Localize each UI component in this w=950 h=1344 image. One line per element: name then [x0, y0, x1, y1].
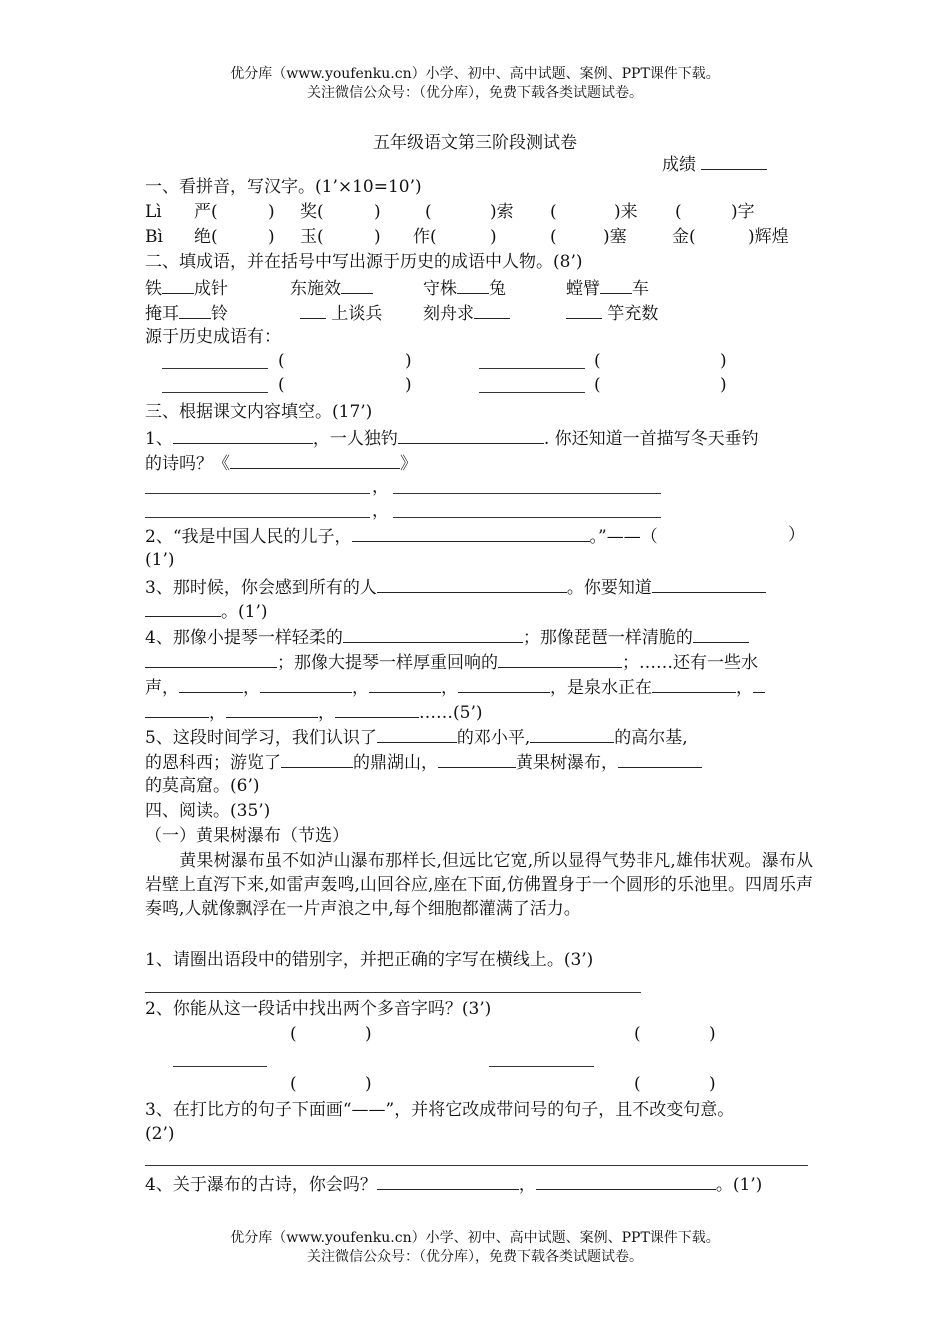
q-text: 。”——（: [589, 527, 658, 547]
idiom-5-blank[interactable]: [179, 302, 211, 319]
s1-heading: 一、看拼音，写汉字。(1’×10=10’): [145, 177, 422, 197]
s3-heading: 三、根据课文内容填空。(17’): [145, 402, 373, 422]
q-text: 的恩科西；游览了: [145, 753, 281, 773]
q-text: ，: [352, 678, 369, 698]
paren: ): [405, 375, 412, 395]
idiom-2: [290, 277, 373, 299]
pinyin-li: Lì: [145, 202, 162, 222]
fill-blank[interactable]: [753, 676, 765, 693]
fill-blank[interactable]: [377, 726, 457, 743]
blank-10[interactable]: 金(: [672, 227, 696, 247]
score-field: [662, 153, 767, 175]
blank-5-suffix: )字: [731, 202, 755, 222]
blank-2[interactable]: 奖(: [300, 202, 324, 222]
q-text: 的诗吗？《: [145, 454, 230, 474]
answer-blank[interactable]: [162, 392, 268, 393]
s4-q2: 2、你能从这一段话中找出两个多音字吗？(3’): [145, 999, 492, 1019]
idiom-3: [423, 277, 506, 299]
blank-4[interactable]: (: [550, 202, 557, 222]
idiom-7: [423, 302, 510, 324]
poem-title-blank[interactable]: [230, 452, 400, 469]
fill-blank[interactable]: [536, 1173, 716, 1190]
fill-blank[interactable]: [398, 427, 544, 444]
q-text: 的鼎湖山，: [353, 753, 438, 773]
fill-blank[interactable]: [618, 751, 702, 768]
s3-q4: [145, 626, 749, 648]
q-text: 4、那像小提琴一样轻柔的: [145, 628, 343, 648]
comma: ，: [372, 501, 389, 521]
s3-q2-score: (1’): [145, 550, 175, 570]
paren: (: [278, 375, 285, 395]
s3-q3: [145, 576, 766, 598]
s3-q5-line2: [145, 751, 702, 773]
s4-heading: 四、阅读。(35’): [145, 801, 271, 821]
idiom-2-blank[interactable]: [341, 277, 373, 294]
paren: ): [720, 375, 727, 395]
q-text: ；那像大提琴一样厚重回响的: [277, 653, 498, 673]
idiom-8-blank[interactable]: [566, 302, 602, 319]
header-line-1: 优分库（www.youfenku.cn）小学、初中、高中试题、案例、PPT课件下载。: [230, 66, 720, 82]
answer-blank[interactable]: [173, 1066, 267, 1067]
idiom-8-part: 竽充数: [607, 304, 659, 324]
q-text: 黄果树瀑布，: [516, 753, 618, 773]
paren: ): [490, 227, 497, 247]
s2-heading: 二、填成语，并在括号中写出源于历史的成语中人物。(8’): [145, 252, 583, 272]
pinyin-bi: Bì: [145, 227, 163, 247]
q-text: 的邓小平,: [456, 728, 531, 748]
q-text: 2、“我是中国人民的儿子，: [145, 527, 352, 547]
q-text: 3、那时候，你会感到所有的人: [145, 578, 377, 598]
q-text: 1、: [145, 429, 173, 449]
fill-blank[interactable]: [377, 576, 567, 593]
idiom-6: [300, 302, 382, 324]
s3-q3-line2: [145, 600, 267, 622]
q-text: 的高尔基,: [614, 728, 688, 748]
q-text: ，: [243, 678, 260, 698]
blank-3[interactable]: (: [425, 202, 432, 222]
blank-3-suffix: )索: [490, 202, 514, 222]
fill-blank[interactable]: [179, 676, 243, 693]
idiom-4: [566, 277, 649, 299]
s3-q4-line2: [145, 651, 758, 673]
paren: (: [594, 351, 601, 371]
s3-q1: [145, 427, 759, 449]
paren: ): [405, 351, 412, 371]
blank-5[interactable]: (: [675, 202, 682, 222]
answer-line[interactable]: [145, 992, 641, 993]
q-text: . 你还知道一首描写冬天垂钓: [543, 429, 759, 449]
fill-blank[interactable]: [335, 701, 419, 718]
fill-blank[interactable]: [652, 676, 736, 693]
blank-9-suffix: )塞: [603, 227, 627, 247]
q-text: ，: [736, 678, 753, 698]
comma: ，: [372, 477, 389, 497]
paren: ): [374, 202, 381, 222]
s4-sub-heading: （一）黄果树瀑布（节选）: [145, 826, 349, 846]
q-text: ，一人独钓: [312, 429, 398, 449]
q-text: ，: [441, 678, 458, 698]
s3-q4-line3: [145, 676, 765, 698]
fill-blank[interactable]: [226, 701, 318, 718]
fill-blank[interactable]: [145, 600, 221, 617]
idiom-4-part: 车: [632, 279, 649, 299]
paren: ): [365, 1024, 372, 1044]
q-text: ；那像琵琶一样清脆的: [522, 628, 693, 648]
poem-blank[interactable]: [145, 517, 370, 518]
blank-6[interactable]: 绝(: [194, 227, 218, 247]
paren: (: [634, 1024, 641, 1044]
paren: (: [594, 375, 601, 395]
q-text: ……(5’): [419, 703, 483, 723]
idiom-6-blank[interactable]: [300, 302, 326, 319]
paren: ): [720, 351, 727, 371]
blank-1[interactable]: 严(: [194, 202, 218, 222]
q-text: 。(1’): [715, 1175, 763, 1195]
paren: ): [709, 1074, 716, 1094]
paren: ): [365, 1074, 372, 1094]
blank-4-suffix: )来: [614, 202, 638, 222]
reading-passage: 黄果树瀑布虽不如泸山瀑布那样长,但远比它宽,所以显得气势非凡,雄伟状观。瀑布从岩壁上直泻下来,如雷声轰鸣,山回谷应,座在下面,仿佛置身于一个圆形的乐池里。四周乐声奏鸣,人就像飘浮在一片声浪之中,每个细胞都灌满了活力。: [145, 851, 813, 919]
poem-blank[interactable]: [145, 493, 370, 494]
idiom-3-part: 兔: [489, 279, 506, 299]
fill-blank[interactable]: [343, 626, 523, 643]
idiom-5-part: 铃: [211, 304, 228, 324]
idiom-5-part: 掩耳: [145, 304, 179, 324]
fill-blank[interactable]: [145, 651, 277, 668]
idiom-5: [145, 302, 228, 324]
s3-q4-line4: [145, 701, 482, 723]
s3-q1-line2: [145, 452, 417, 474]
paren: ): [709, 1024, 716, 1044]
blank-9[interactable]: (: [550, 227, 557, 247]
s3-q2: [145, 525, 658, 547]
fill-blank[interactable]: [281, 751, 353, 768]
answer-blank[interactable]: [479, 368, 585, 369]
idiom-1: [145, 277, 228, 299]
score-blank[interactable]: [701, 153, 767, 170]
paren: ): [268, 202, 275, 222]
paren: (: [278, 351, 285, 371]
answer-blank[interactable]: [489, 1066, 594, 1067]
idiom-3-blank[interactable]: [457, 277, 489, 294]
s4-q3: 3、在打比方的句子下面画“——”，并将它改成带问号的句子，且不改变句意。: [145, 1100, 735, 1120]
fill-blank[interactable]: [173, 427, 313, 444]
answer-blank[interactable]: [479, 392, 585, 393]
q-text: 。(1’): [221, 602, 268, 622]
fill-blank[interactable]: [145, 701, 209, 718]
s3-q5: [145, 726, 688, 748]
poem-blank[interactable]: [393, 493, 661, 494]
idiom-1-blank[interactable]: [162, 277, 194, 294]
paren: (: [290, 1024, 297, 1044]
idiom-7-blank[interactable]: [474, 302, 510, 319]
answer-blank[interactable]: [162, 368, 268, 369]
s2-source-label: 源于历史成语有：: [145, 327, 281, 347]
fill-blank[interactable]: [438, 751, 516, 768]
idiom-3-part: 守株: [423, 279, 457, 299]
page-title: 五年级语文第三阶段测试卷: [373, 133, 577, 153]
fill-blank[interactable]: [458, 676, 550, 693]
answer-line[interactable]: [145, 1165, 808, 1166]
idiom-4-blank[interactable]: [600, 277, 632, 294]
fill-blank[interactable]: [652, 576, 766, 593]
blank-8[interactable]: 作(: [413, 227, 437, 247]
idiom-2-part: 东施效: [290, 279, 341, 299]
idiom-8: [566, 302, 658, 324]
s4-q3-score: (2’): [145, 1124, 175, 1144]
q-text: ，: [209, 703, 226, 723]
paren: ）: [788, 525, 805, 545]
fill-blank[interactable]: [693, 626, 749, 643]
paren: ): [268, 227, 275, 247]
fill-blank[interactable]: [369, 676, 441, 693]
fill-blank[interactable]: [530, 726, 614, 743]
fill-blank[interactable]: [377, 1173, 519, 1190]
blank-7[interactable]: 玉(: [300, 227, 324, 247]
paren: (: [290, 1074, 297, 1094]
q-text: 声，: [145, 678, 179, 698]
idiom-6-part: 上谈兵: [331, 304, 383, 324]
blank-10-suffix: )辉煌: [748, 227, 789, 247]
q-text: 》: [400, 454, 417, 474]
s4-q4: [145, 1173, 762, 1195]
s3-q5-line3: 的莫高窟。(6’): [145, 776, 260, 796]
idiom-1-part: 铁: [145, 279, 162, 299]
idiom-1-part: 成针: [194, 279, 228, 299]
footer-line-1: 优分库（www.youfenku.cn）小学、初中、高中试题、案例、PPT课件下载。: [230, 1230, 720, 1246]
fill-blank[interactable]: [352, 525, 590, 542]
idiom-4-part: 螳臂: [566, 279, 600, 299]
q-text: ，: [318, 703, 335, 723]
fill-blank[interactable]: [498, 651, 622, 668]
q-text: ，是泉水正在: [550, 678, 652, 698]
q-text: 。你要知道: [566, 578, 652, 598]
footer-line-2: 关注微信公众号：（优分库），免费下载各类试题试卷。: [307, 1249, 643, 1265]
q-text: 5、这段时间学习，我们认识了: [145, 728, 377, 748]
fill-blank[interactable]: [260, 676, 352, 693]
idiom-7-part: 刻舟求: [423, 304, 474, 324]
q-text: 4、关于瀑布的古诗，你会吗？: [145, 1175, 377, 1195]
header-line-2: 关注微信公众号：（优分库），免费下载各类试题试卷。: [307, 85, 643, 101]
q-text: ，: [518, 1175, 536, 1195]
q-text: ；……还有一些水: [622, 653, 758, 673]
score-label: 成绩: [662, 155, 696, 175]
paren: (: [634, 1074, 641, 1094]
s4-q1: 1、请圈出语段中的错别字，并把正确的字写在横线上。(3’): [145, 950, 594, 970]
poem-blank[interactable]: [393, 517, 661, 518]
paren: ): [374, 227, 381, 247]
